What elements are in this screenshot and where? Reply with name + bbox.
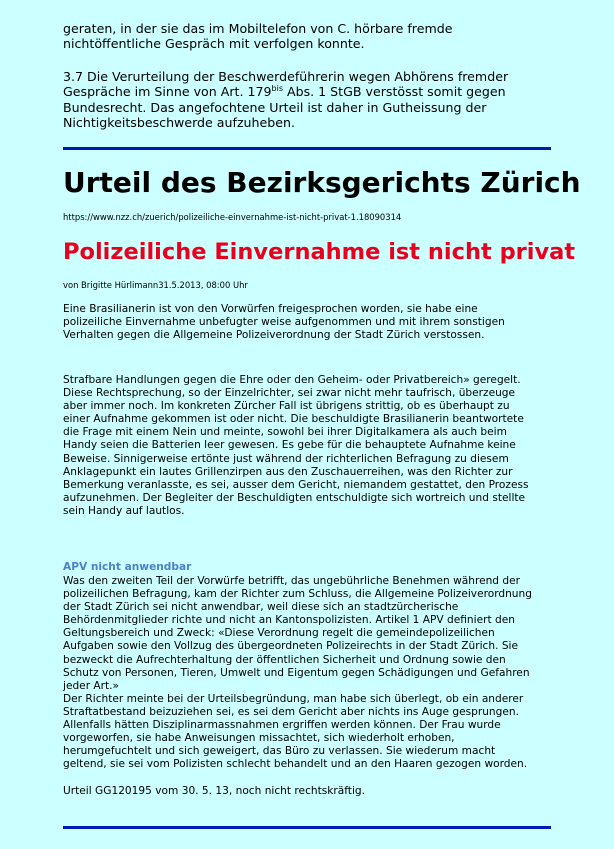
superscript-bis: bis (271, 84, 283, 94)
apv-paragraph-2: Der Richter meinte bei der Urteilsbegründung, man habe sich überlegt, ob ein anderer Straftatbestand beizuziehen sei, es sei dem Gericht aber nichts ins Auge gesprungen. Allenfalls hätten Disziplinarmassnahmen ergriffen werden können. Der Frau wurde vorgeworfen, sie habe Anweisungen missachtet, sich wiederholt erhoben, herumgefuchtelt und sich geweigert, das Büro zu verlassen. Sie wiederum macht geltend, sie sei vom Polizisten schlecht behandelt und an den Haaren gezogen worden. (63, 693, 528, 771)
article-body: Strafbare Handlungen gegen die Ehre oder den Geheim- oder Privatbereich» geregelt. Diese Rechtsprechung, so der Einzelrichter, sei zwar nicht mehr taufrisch, überzeuge aber immer noch. Im konkreten Zürcher Fall ist übrigens strittig, ob es überhaupt zu einer Aufnahme gekommen ist oder nicht. Die beschuldigte Brasilianerin beantwortete die Frage mit einem Nein und meinte, sowohl bei ihrer Digitalkamera als auch beim Handy seien die Batterien leer gewesen. Es gebe für die behauptete Aufnahme keine Beweise. Sinnigerweise ertönte just während der richterlichen Befragung zu diesem Anklagepunkt ein lautes Grillenzirpen aus den Zuschauerreihen, was den Richter zur Bemerkung veranlasste, es sei, ausser dem Gericht, niemandem gestattet, den Prozess aufzunehmen. Der Begleiter der Beschuldigten entschuldigte sich wortreich und stellte sein Handy auf lautlos. (63, 374, 529, 517)
article-title: Polizeiliche Einvernahme ist nicht privat (63, 239, 576, 265)
apv-subheading: APV nicht anwendbar (63, 561, 192, 573)
article-lead: Eine Brasilianerin ist von den Vorwürfen freigesprochen worden, sie habe eine polizeiliche Einvernahme unbefugter weise aufgenommen und mit ihrem sonstigen Verhalten gegen die Allgemeine Polizeiverordnung der Stadt Zürich verstossen. (63, 303, 505, 342)
intro-paragraph-2: 3.7 Die Verurteilung der Beschwerdeführerin wegen Abhörens fremder Gespräche im Sinne von Art. $179^{bis}$ Abs. 1 StGB verstösst somit gegen Bundesrecht. Das angefochtene Urteil ist daher in Gutheissung der Nichtigkeitsbeschwerde aufzuheben. (63, 69, 509, 131)
apv-paragraph-1: Was den zweiten Teil der Vorwürfe betrifft, das ungebührliche Benehmen während der polizeilichen Befragung, kam der Richter zum Schluss, die Allgemeine Polizeiverordnung der Stadt Zürich sei nicht anwendbar, weil diese sich an stadtzürcherische Behördenmitglieder richte und nicht an Kantonspolizisten. Artikel 1 APV definiert den Geltungsbereich und Zweck: «Diese Verordnung regelt die gemeindepolizeilichen Aufgaben sowie den Vollzug des übergeordneten Polizeirechts in der Stadt Zürich. Sie bezweckt die Aufrechterhaltung der öffentlichen Sicherheit und Ordnung sowie den Schutz von Personen, Tieren, Umwelt und Eigentum gegen Schädigungen und Gefahren jeder Art.» (63, 575, 532, 692)
article-byline: von Brigitte Hürlimann31.5.2013, 08:00 Uhr (63, 280, 248, 290)
source-url: https://www.nzz.ch/zuerich/polizeiliche-einvernahme-ist-nicht-privat-1.18090314 (63, 212, 402, 222)
divider-top (63, 147, 551, 150)
section-heading: Urteil des Bezirksgerichts Zürich (63, 166, 581, 199)
intro-paragraph-1: geraten, in der sie das im Mobiltelefon von C. hörbare fremde nichtöffentliche Gespräch mit verfolgen konnte. (63, 21, 453, 52)
divider-bottom (63, 826, 551, 829)
verdict-footer: Urteil GG120195 vom 30. 5. 13, noch nicht rechtskräftig. (63, 785, 365, 797)
